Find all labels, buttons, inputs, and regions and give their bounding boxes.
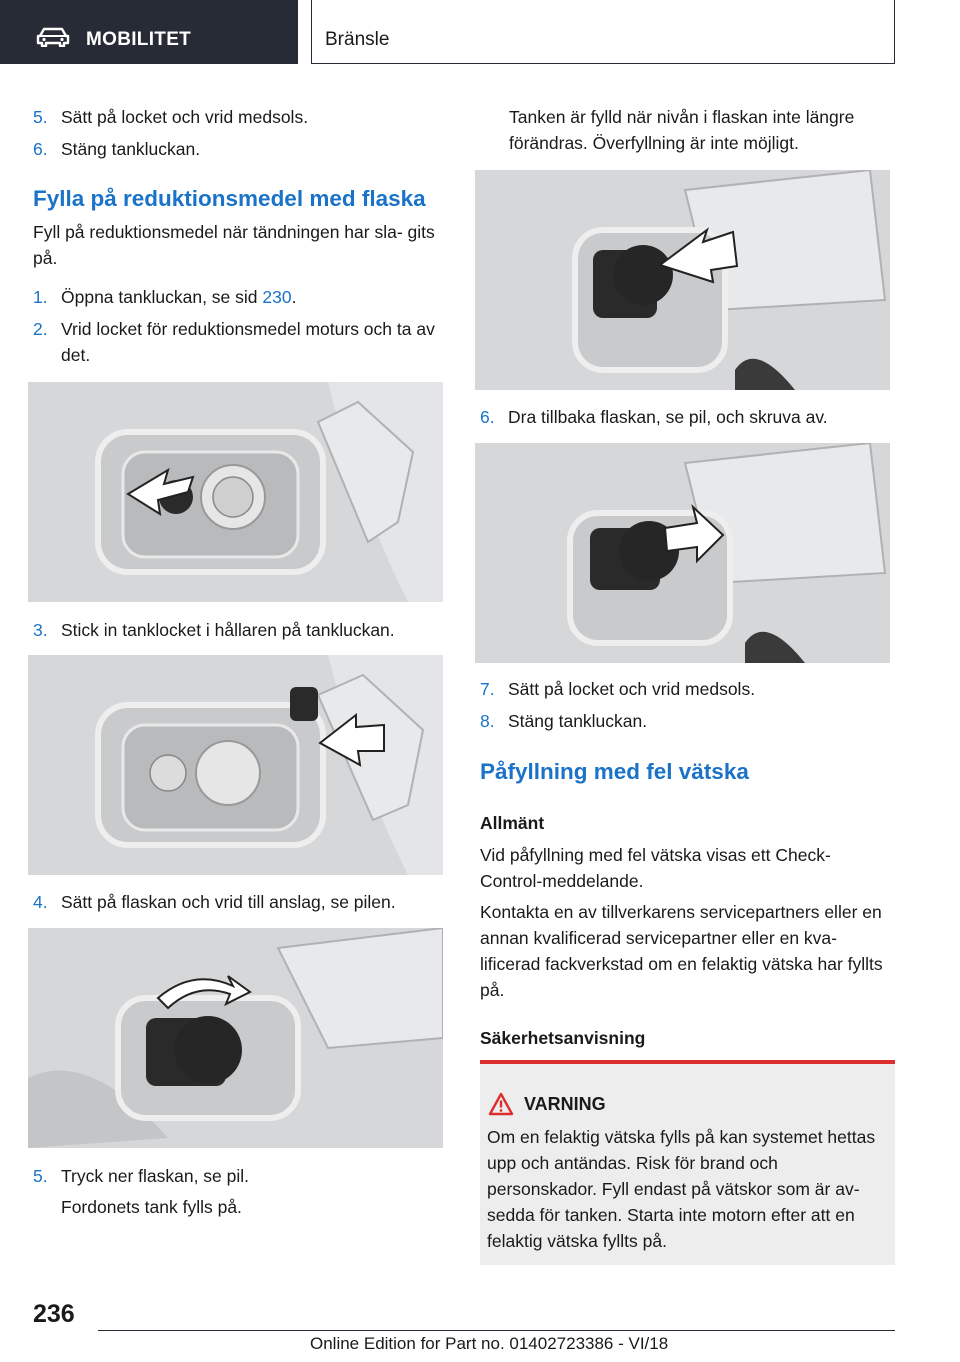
step-number: 8. — [480, 711, 495, 731]
car-icon — [36, 27, 70, 47]
header-chapter-title: Bränsle — [325, 29, 390, 50]
section-heading: Påfyllning med fel vätska — [480, 759, 749, 784]
step-text: Sätt på flaskan och vrid till anslag, se pilen. — [61, 892, 396, 912]
footer-edition: Online Edition for Part no. 01402723386 - VI/18 — [310, 1334, 669, 1353]
intro-text: Fyll på reduktionsmedel när tändningen har sla‐ gits på. — [33, 222, 435, 268]
step-note: Fordonets tank fylls på. — [61, 1197, 242, 1217]
warning-box — [480, 1060, 895, 1265]
step-number: 2. — [33, 319, 48, 339]
illustration-attach-bottle — [28, 928, 443, 1148]
step-text: Tryck ner flaskan, se pil. — [61, 1166, 250, 1186]
step-number: 7. — [480, 679, 495, 699]
step-number: 1. — [33, 287, 48, 307]
page-link[interactable]: 230 — [262, 287, 292, 307]
step-number: 6. — [33, 139, 48, 159]
header-section-title: MOBILITET — [86, 29, 192, 50]
header-section-tab — [0, 0, 298, 64]
subheading: Säkerhetsanvisning — [480, 1028, 646, 1048]
step-text: Stäng tankluckan. — [508, 711, 648, 731]
page-number: 236 — [33, 1300, 75, 1328]
illustration-press-bottle — [475, 170, 890, 390]
warning-triangle-icon — [488, 1092, 514, 1116]
step-number: 5. — [33, 1166, 48, 1186]
fill-status-text: Tanken är fylld när nivån i flaskan inte längre förändras. Överfyllning är inte möjligt. — [509, 107, 855, 153]
header-chapter-tab — [311, 0, 895, 64]
subheading: Allmänt — [480, 813, 545, 833]
step-number: 5. — [33, 107, 48, 127]
step-text: Sätt på locket och vrid medsols. — [508, 679, 756, 699]
section-heading: Fylla på reduktionsmedel med flaska — [33, 186, 426, 211]
footer-divider — [98, 1330, 895, 1331]
step-text: Stick in tanklocket i hållaren på tankluckan. — [61, 620, 395, 640]
step-number: 3. — [33, 620, 48, 640]
warning-title: VARNING — [524, 1094, 606, 1114]
illustration-remove-bottle — [475, 443, 890, 663]
step-number: 6. — [480, 407, 495, 427]
step-text: Stäng tankluckan. — [61, 139, 201, 159]
step-text: Sätt på locket och vrid medsols. — [61, 107, 309, 127]
step-text: Öppna tankluckan, se sid 230. — [61, 287, 297, 307]
step-number: 4. — [33, 892, 48, 912]
illustration-unscrew-cap — [28, 382, 443, 602]
paragraph: Vid påfyllning med fel vätska visas ett Check- Control-meddelande. — [480, 845, 831, 891]
warning-text: Om en felaktig vätska fylls på kan systemet hettas upp och antändas. Risk för brand och personskador. Fyll endast på vätskor som är av‐ sedda för tanken. Starta inte motorn efter att en felaktig vätska fyllts på. — [487, 1127, 876, 1251]
paragraph: Kontakta en av tillverkarens servicepartners eller en annan kvalificerad servicepartner eller en kva‐ lificerad fackverkstad om en felaktig vätska har fyllts på. — [480, 902, 883, 1000]
step-text: Vrid locket för reduktionsmedel moturs och ta av det. — [61, 319, 435, 365]
illustration-cap-in-holder — [28, 655, 443, 875]
step-text: Dra tillbaka flaskan, se pil, och skruva av. — [508, 407, 828, 427]
